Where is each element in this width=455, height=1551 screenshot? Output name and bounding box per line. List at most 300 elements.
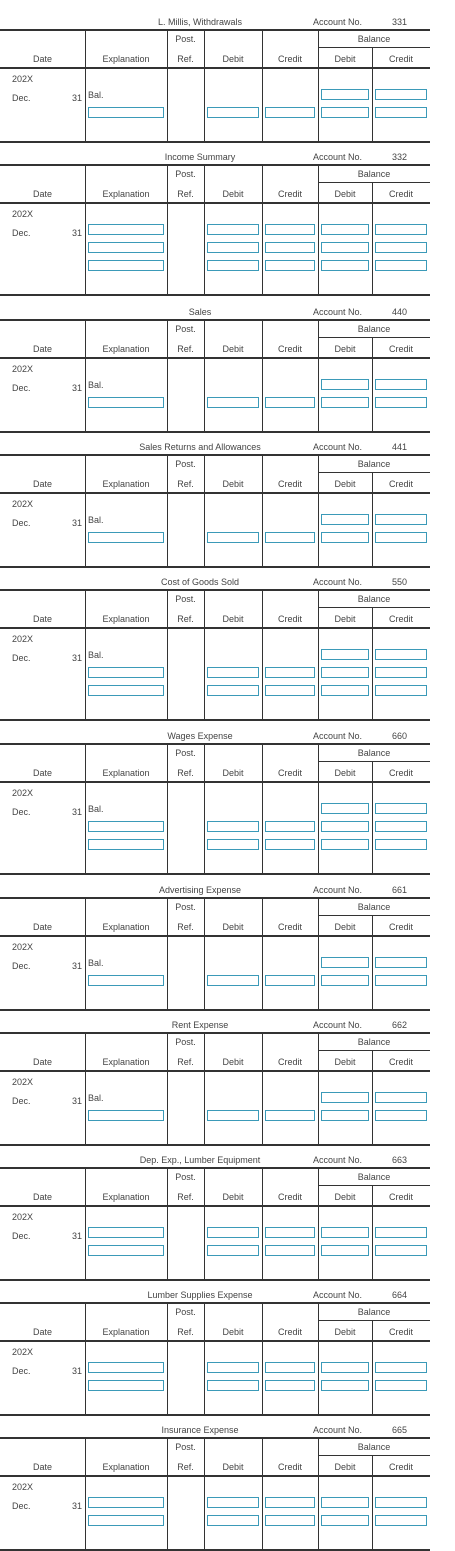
rule-line (0, 1475, 430, 1477)
year-label: 202X (12, 1347, 34, 1357)
column-line (167, 1437, 168, 1549)
col-header-balance: Balance (357, 34, 391, 44)
year-label: 202X (12, 364, 34, 374)
col-header-debit: Debit (222, 189, 244, 199)
ledger-header (0, 305, 455, 319)
account-number: 665 (392, 1425, 408, 1435)
month-label: Dec. (12, 653, 31, 663)
col-header-debit: Debit (222, 768, 244, 778)
column-line (167, 1167, 168, 1279)
column-line (204, 1437, 205, 1549)
balance-debit-input[interactable] (321, 839, 369, 850)
account-no-label: Account No. (313, 731, 363, 741)
col-header-date: Date (32, 54, 52, 64)
col-header-explanation: Explanation (102, 189, 150, 199)
balance-debit-input[interactable] (321, 667, 369, 678)
rule-line (0, 873, 430, 875)
col-header-balance-debit: Debit (334, 479, 356, 489)
column-line (318, 1437, 319, 1549)
account-no-label: Account No. (313, 1425, 363, 1435)
col-header-balance-debit: Debit (334, 54, 356, 64)
balance-debit-input[interactable] (321, 242, 369, 253)
ledger-account-441 (0, 440, 455, 528)
debit-input[interactable] (207, 839, 259, 850)
rule-line (0, 1009, 430, 1011)
explanation-input[interactable] (88, 532, 164, 543)
account-name: L. Millis, Withdrawals (157, 17, 242, 27)
col-header-debit: Debit (222, 344, 244, 354)
balance-debit-input[interactable] (321, 260, 369, 271)
col-header-explanation: Explanation (102, 479, 150, 489)
explanation-input[interactable] (88, 397, 164, 408)
account-no-label: Account No. (313, 1155, 363, 1165)
rule-line (318, 1455, 430, 1456)
debit-input[interactable] (207, 397, 259, 408)
year-label: 202X (12, 1212, 34, 1222)
debit-input[interactable] (207, 1515, 259, 1526)
balance-credit-input[interactable] (375, 975, 427, 986)
col-header-explanation: Explanation (102, 344, 150, 354)
rule-line (0, 935, 430, 937)
col-header-date: Date (32, 479, 52, 489)
ledger-header (0, 15, 455, 29)
year-label: 202X (12, 74, 34, 84)
balance-credit-input[interactable] (375, 514, 427, 525)
balance-debit-input[interactable] (321, 975, 369, 986)
day-label: 31 (72, 1501, 83, 1511)
explanation-input[interactable] (88, 107, 164, 118)
bal-label: Bal. (88, 804, 104, 814)
balance-credit-input[interactable] (375, 1227, 427, 1238)
col-header-balance-debit: Debit (334, 1057, 356, 1067)
col-header-credit: Credit (277, 479, 302, 489)
column-line (262, 454, 263, 566)
month-label: Dec. (12, 93, 31, 103)
col-header-post: Post. (175, 1172, 196, 1182)
rule-line (0, 566, 430, 568)
month-label: Dec. (12, 1366, 31, 1376)
column-line (262, 319, 263, 431)
col-header-post: Post. (175, 594, 196, 604)
balance-debit-input[interactable] (321, 224, 369, 235)
col-header-balance-debit: Debit (334, 1462, 356, 1472)
month-label: Dec. (12, 1231, 31, 1241)
col-header-explanation: Explanation (102, 1057, 150, 1067)
balance-credit-input[interactable] (375, 803, 427, 814)
debit-input[interactable] (207, 685, 259, 696)
column-line (262, 1302, 263, 1414)
explanation-input[interactable] (88, 1110, 164, 1121)
account-no-label: Account No. (313, 885, 363, 895)
balance-debit-input[interactable] (321, 1110, 369, 1121)
rule-line (0, 627, 430, 629)
ledger-grid (0, 1302, 430, 1414)
explanation-input[interactable] (88, 975, 164, 986)
col-header-balance-debit: Debit (334, 189, 356, 199)
balance-credit-input[interactable] (375, 260, 427, 271)
column-line (262, 897, 263, 1009)
credit-input[interactable] (265, 1497, 315, 1508)
year-label: 202X (12, 1077, 34, 1087)
credit-input[interactable] (265, 260, 315, 271)
column-line (318, 743, 319, 873)
column-line (318, 1032, 319, 1144)
rule-line (0, 1279, 430, 1281)
col-header-post: Post. (175, 1307, 196, 1317)
ledger-header (0, 1153, 455, 1167)
rule-line (318, 182, 430, 183)
account-number: 440 (392, 307, 408, 317)
account-name: Sales Returns and Allowances (139, 442, 261, 452)
col-header-date: Date (32, 344, 52, 354)
col-header-post: Post. (175, 169, 196, 179)
rule-line (0, 1070, 430, 1072)
balance-credit-input[interactable] (375, 397, 427, 408)
balance-debit-input[interactable] (321, 379, 369, 390)
balance-debit-input[interactable] (321, 1497, 369, 1508)
col-header-date: Date (32, 1057, 52, 1067)
balance-debit-input[interactable] (321, 685, 369, 696)
balance-credit-input[interactable] (375, 957, 427, 968)
balance-credit-input[interactable] (375, 1380, 427, 1391)
balance-credit-input[interactable] (375, 1245, 427, 1256)
ledger-account-661 (0, 883, 455, 971)
rule-line (318, 1050, 430, 1051)
balance-debit-input[interactable] (321, 89, 369, 100)
account-number: 550 (392, 577, 408, 587)
balance-credit-input[interactable] (375, 649, 427, 660)
ledger-account-550 (0, 575, 455, 663)
col-header-balance-credit: Credit (388, 922, 413, 932)
explanation-input[interactable] (88, 1362, 164, 1373)
ledger-account-332 (0, 150, 455, 238)
balance-debit-input[interactable] (321, 821, 369, 832)
bal-label: Bal. (88, 90, 104, 100)
column-line (262, 743, 263, 873)
col-header-credit: Credit (277, 189, 302, 199)
credit-input[interactable] (265, 839, 315, 850)
col-header-balance-credit: Credit (388, 614, 413, 624)
debit-input[interactable] (207, 532, 259, 543)
column-line (167, 589, 168, 719)
col-header-ref: Ref. (177, 614, 194, 624)
balance-debit-input[interactable] (321, 1380, 369, 1391)
debit-input[interactable] (207, 821, 259, 832)
rule-line (0, 897, 430, 899)
rule-line (0, 294, 430, 296)
col-header-ref: Ref. (177, 54, 194, 64)
column-line (204, 164, 205, 294)
credit-input[interactable] (265, 532, 315, 543)
col-header-ref: Ref. (177, 1057, 194, 1067)
col-header-balance-credit: Credit (388, 1327, 413, 1337)
year-label: 202X (12, 1482, 34, 1492)
ledger-account-440 (0, 305, 455, 393)
column-line (167, 319, 168, 431)
ledger-header (0, 1288, 455, 1302)
balance-credit-input[interactable] (375, 89, 427, 100)
col-header-ref: Ref. (177, 1462, 194, 1472)
rule-line (318, 1185, 430, 1186)
month-label: Dec. (12, 228, 31, 238)
col-header-explanation: Explanation (102, 1192, 150, 1202)
col-header-balance-credit: Credit (388, 1192, 413, 1202)
credit-input[interactable] (265, 1227, 315, 1238)
bal-label: Bal. (88, 1093, 104, 1103)
explanation-input[interactable] (88, 1227, 164, 1238)
credit-input[interactable] (265, 1110, 315, 1121)
month-label: Dec. (12, 383, 31, 393)
column-line (167, 29, 168, 141)
explanation-input[interactable] (88, 839, 164, 850)
col-header-credit: Credit (277, 54, 302, 64)
rule-line (0, 1167, 430, 1169)
account-name: Cost of Goods Sold (160, 577, 240, 587)
col-header-balance-debit: Debit (334, 922, 356, 932)
rule-line (0, 431, 430, 433)
col-header-credit: Credit (277, 922, 302, 932)
ledger-header (0, 575, 455, 589)
balance-credit-input[interactable] (375, 667, 427, 678)
credit-input[interactable] (265, 1362, 315, 1373)
column-line (204, 1302, 205, 1414)
explanation-input[interactable] (88, 667, 164, 678)
credit-input[interactable] (265, 397, 315, 408)
balance-credit-input[interactable] (375, 532, 427, 543)
column-line (318, 164, 319, 294)
ledger-header (0, 150, 455, 164)
balance-debit-input[interactable] (321, 957, 369, 968)
debit-input[interactable] (207, 224, 259, 235)
column-line (204, 1167, 205, 1279)
credit-input[interactable] (265, 107, 315, 118)
explanation-input[interactable] (88, 260, 164, 271)
column-line (85, 1437, 86, 1549)
balance-debit-input[interactable] (321, 514, 369, 525)
col-header-credit: Credit (277, 344, 302, 354)
col-header-debit: Debit (222, 1057, 244, 1067)
credit-input[interactable] (265, 667, 315, 678)
balance-credit-input[interactable] (375, 685, 427, 696)
column-line (262, 29, 263, 141)
col-header-balance-debit: Debit (334, 1327, 356, 1337)
col-header-balance-credit: Credit (388, 1462, 413, 1472)
column-line (85, 319, 86, 431)
account-number: 660 (392, 731, 408, 741)
explanation-input[interactable] (88, 821, 164, 832)
year-label: 202X (12, 209, 34, 219)
balance-credit-input[interactable] (375, 242, 427, 253)
account-no-label: Account No. (313, 17, 363, 27)
explanation-input[interactable] (88, 685, 164, 696)
ledger-header (0, 1423, 455, 1437)
balance-debit-input[interactable] (321, 803, 369, 814)
account-name: Rent Expense (171, 1020, 229, 1030)
day-label: 31 (72, 807, 83, 817)
column-line (167, 1032, 168, 1144)
account-no-label: Account No. (313, 1020, 363, 1030)
balance-credit-input[interactable] (375, 839, 427, 850)
ledger-grid (0, 164, 430, 294)
column-line (167, 743, 168, 873)
explanation-input[interactable] (88, 1245, 164, 1256)
ledger-grid (0, 454, 430, 566)
bal-label: Bal. (88, 958, 104, 968)
col-header-ref: Ref. (177, 189, 194, 199)
rule-line (0, 781, 430, 783)
account-name: Insurance Expense (161, 1425, 239, 1435)
rule-line (0, 357, 430, 359)
col-header-debit: Debit (222, 922, 244, 932)
col-header-ref: Ref. (177, 1327, 194, 1337)
col-header-debit: Debit (222, 614, 244, 624)
credit-input[interactable] (265, 1245, 315, 1256)
debit-input[interactable] (207, 1227, 259, 1238)
col-header-ref: Ref. (177, 1192, 194, 1202)
column-line (262, 1032, 263, 1144)
column-line (85, 897, 86, 1009)
col-header-post: Post. (175, 324, 196, 334)
balance-debit-input[interactable] (321, 107, 369, 118)
rule-line (0, 29, 430, 31)
col-header-post: Post. (175, 459, 196, 469)
column-line (85, 1167, 86, 1279)
year-label: 202X (12, 634, 34, 644)
balance-debit-input[interactable] (321, 1245, 369, 1256)
year-label: 202X (12, 942, 34, 952)
balance-credit-input[interactable] (375, 379, 427, 390)
debit-input[interactable] (207, 667, 259, 678)
balance-debit-input[interactable] (321, 1092, 369, 1103)
balance-credit-input[interactable] (375, 821, 427, 832)
rule-line (0, 1302, 430, 1304)
credit-input[interactable] (265, 975, 315, 986)
ledger-grid (0, 1167, 430, 1279)
rule-line (0, 1144, 430, 1146)
col-header-explanation: Explanation (102, 54, 150, 64)
day-label: 31 (72, 383, 83, 393)
ledger-account-662 (0, 1018, 455, 1106)
explanation-input[interactable] (88, 242, 164, 253)
column-line (318, 319, 319, 431)
credit-input[interactable] (265, 821, 315, 832)
col-header-ref: Ref. (177, 768, 194, 778)
col-header-post: Post. (175, 1037, 196, 1047)
col-header-date: Date (32, 1192, 52, 1202)
col-header-explanation: Explanation (102, 922, 150, 932)
rule-line (0, 454, 430, 456)
ledger-account-663 (0, 1153, 455, 1241)
rule-line (318, 337, 430, 338)
explanation-input[interactable] (88, 1380, 164, 1391)
rule-line (318, 1320, 430, 1321)
col-header-date: Date (32, 1462, 52, 1472)
explanation-input[interactable] (88, 1497, 164, 1508)
explanation-input[interactable] (88, 224, 164, 235)
col-header-debit: Debit (222, 54, 244, 64)
credit-input[interactable] (265, 242, 315, 253)
balance-credit-input[interactable] (375, 107, 427, 118)
column-line (167, 897, 168, 1009)
explanation-input[interactable] (88, 1515, 164, 1526)
col-header-debit: Debit (222, 1327, 244, 1337)
debit-input[interactable] (207, 260, 259, 271)
debit-input[interactable] (207, 1110, 259, 1121)
debit-input[interactable] (207, 1497, 259, 1508)
account-no-label: Account No. (313, 307, 363, 317)
column-line (85, 1032, 86, 1144)
balance-debit-input[interactable] (321, 1362, 369, 1373)
balance-credit-input[interactable] (375, 1110, 427, 1121)
ledger-header (0, 729, 455, 743)
column-line (204, 29, 205, 141)
column-line (262, 589, 263, 719)
rule-line (318, 472, 430, 473)
ledger-grid (0, 743, 430, 873)
balance-credit-input[interactable] (375, 1497, 427, 1508)
year-label: 202X (12, 788, 34, 798)
rule-line (318, 761, 430, 762)
credit-input[interactable] (265, 1515, 315, 1526)
col-header-credit: Credit (277, 614, 302, 624)
balance-debit-input[interactable] (321, 1227, 369, 1238)
col-header-explanation: Explanation (102, 614, 150, 624)
rule-line (0, 141, 430, 143)
account-number: 664 (392, 1290, 408, 1300)
debit-input[interactable] (207, 1362, 259, 1373)
account-name: Wages Expense (167, 731, 233, 741)
debit-input[interactable] (207, 107, 259, 118)
rule-line (0, 743, 430, 745)
credit-input[interactable] (265, 1380, 315, 1391)
column-line (318, 589, 319, 719)
account-no-label: Account No. (313, 152, 363, 162)
bal-label: Bal. (88, 515, 104, 525)
balance-credit-input[interactable] (375, 1092, 427, 1103)
col-header-balance: Balance (357, 1442, 391, 1452)
balance-debit-input[interactable] (321, 649, 369, 660)
balance-debit-input[interactable] (321, 397, 369, 408)
col-header-balance: Balance (357, 594, 391, 604)
debit-input[interactable] (207, 242, 259, 253)
credit-input[interactable] (265, 685, 315, 696)
balance-credit-input[interactable] (375, 224, 427, 235)
balance-debit-input[interactable] (321, 532, 369, 543)
col-header-debit: Debit (222, 1192, 244, 1202)
ledger-grid (0, 1437, 430, 1549)
col-header-date: Date (32, 1327, 52, 1337)
col-header-date: Date (32, 922, 52, 932)
day-label: 31 (72, 1231, 83, 1241)
debit-input[interactable] (207, 975, 259, 986)
col-header-post: Post. (175, 1442, 196, 1452)
balance-debit-input[interactable] (321, 1515, 369, 1526)
month-label: Dec. (12, 807, 31, 817)
ledger-header (0, 1018, 455, 1032)
debit-input[interactable] (207, 1245, 259, 1256)
account-number: 661 (392, 885, 408, 895)
col-header-balance: Balance (357, 169, 391, 179)
debit-input[interactable] (207, 1380, 259, 1391)
col-header-explanation: Explanation (102, 768, 150, 778)
account-number: 331 (392, 17, 408, 27)
column-line (262, 164, 263, 294)
balance-credit-input[interactable] (375, 1362, 427, 1373)
account-number: 332 (392, 152, 408, 162)
credit-input[interactable] (265, 224, 315, 235)
balance-credit-input[interactable] (375, 1515, 427, 1526)
rule-line (0, 1340, 430, 1342)
